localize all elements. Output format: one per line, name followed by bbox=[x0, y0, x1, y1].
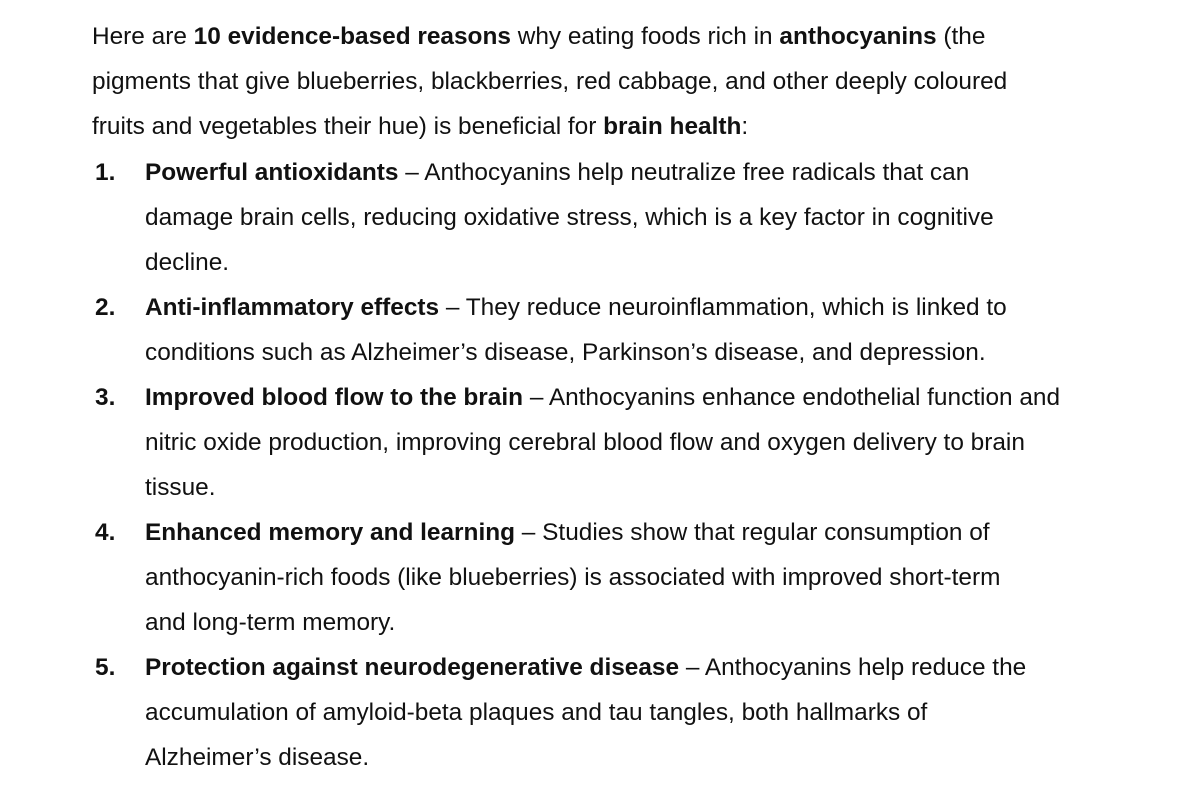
list-item-body bbox=[145, 150, 1200, 285]
intro-paragraph bbox=[92, 14, 1152, 149]
list-item-line: anthocyanin-rich foods (like blueberries) is associated with improved short-term bbox=[145, 564, 1001, 591]
list-item-title: Improved blood flow to the brain bbox=[145, 384, 524, 411]
list-item bbox=[0, 645, 1200, 780]
list-item bbox=[0, 150, 1200, 285]
list-item bbox=[0, 375, 1200, 510]
list-item-text: – Studies show that regular consumption of bbox=[515, 519, 990, 546]
list-item-line bbox=[145, 150, 1200, 195]
list-item-text: – They reduce neuroinflammation, which is linked to bbox=[439, 294, 1007, 321]
list-item-line bbox=[145, 375, 1200, 420]
list-item-body bbox=[145, 510, 1200, 645]
intro-text: why eating foods rich in bbox=[510, 23, 780, 50]
list-item-line bbox=[145, 645, 1200, 690]
intro-line-3 bbox=[92, 104, 1152, 149]
list-item-title: Anti-inflammatory effects bbox=[145, 294, 440, 321]
intro-bold-brain-health: brain health bbox=[603, 113, 742, 140]
list-item-line: tissue. bbox=[145, 474, 216, 501]
intro-text: fruits and vegetables their hue) is beneficial for bbox=[92, 113, 604, 140]
list-item-line: damage brain cells, reducing oxidative stress, which is a key factor in cognitive bbox=[145, 204, 994, 231]
list-item-line: decline. bbox=[145, 249, 230, 276]
list-item-line: conditions such as Alzheimer’s disease, Parkinson’s disease, and depression. bbox=[145, 339, 986, 366]
list-item bbox=[0, 510, 1200, 645]
list-item-body bbox=[145, 645, 1200, 780]
list-item-text: – Anthocyanins help reduce the bbox=[679, 654, 1027, 681]
list-item-number: 4. bbox=[95, 519, 116, 546]
intro-text: Here are bbox=[92, 23, 194, 50]
list-item-body bbox=[145, 375, 1200, 510]
list-item-number: 5. bbox=[95, 654, 116, 681]
list-item-title: Protection against neurodegenerative disease bbox=[145, 654, 680, 681]
list-item bbox=[0, 285, 1200, 375]
list-item-line bbox=[145, 285, 1200, 330]
list-item-line: and long-term memory. bbox=[145, 609, 396, 636]
reasons-list bbox=[0, 150, 1200, 780]
list-item-title: Powerful antioxidants bbox=[145, 159, 399, 186]
intro-text: (the bbox=[936, 23, 986, 50]
intro-text: : bbox=[741, 113, 749, 140]
list-item-title: Enhanced memory and learning bbox=[145, 519, 516, 546]
list-item-line: Alzheimer’s disease. bbox=[145, 744, 370, 771]
intro-bold-reasons: 10 evidence-based reasons bbox=[193, 23, 511, 50]
intro-bold-anthocyanins: anthocyanins bbox=[779, 23, 937, 50]
list-item-text: – Anthocyanins help neutralize free radicals that can bbox=[398, 159, 970, 186]
list-item-line bbox=[145, 510, 1200, 555]
list-item-text: – Anthocyanins enhance endothelial function and bbox=[523, 384, 1061, 411]
intro-line-1 bbox=[92, 14, 1152, 59]
list-item-number: 2. bbox=[95, 294, 116, 321]
list-item-number: 3. bbox=[95, 384, 116, 411]
intro-line-2: pigments that give blueberries, blackberries, red cabbage, and other deeply coloured bbox=[92, 68, 1008, 95]
list-item-number: 1. bbox=[95, 159, 116, 186]
list-item-line: accumulation of amyloid-beta plaques and tau tangles, both hallmarks of bbox=[145, 699, 928, 726]
list-item-line: nitric oxide production, improving cerebral blood flow and oxygen delivery to brain bbox=[145, 429, 1025, 456]
list-item-body bbox=[145, 285, 1200, 375]
